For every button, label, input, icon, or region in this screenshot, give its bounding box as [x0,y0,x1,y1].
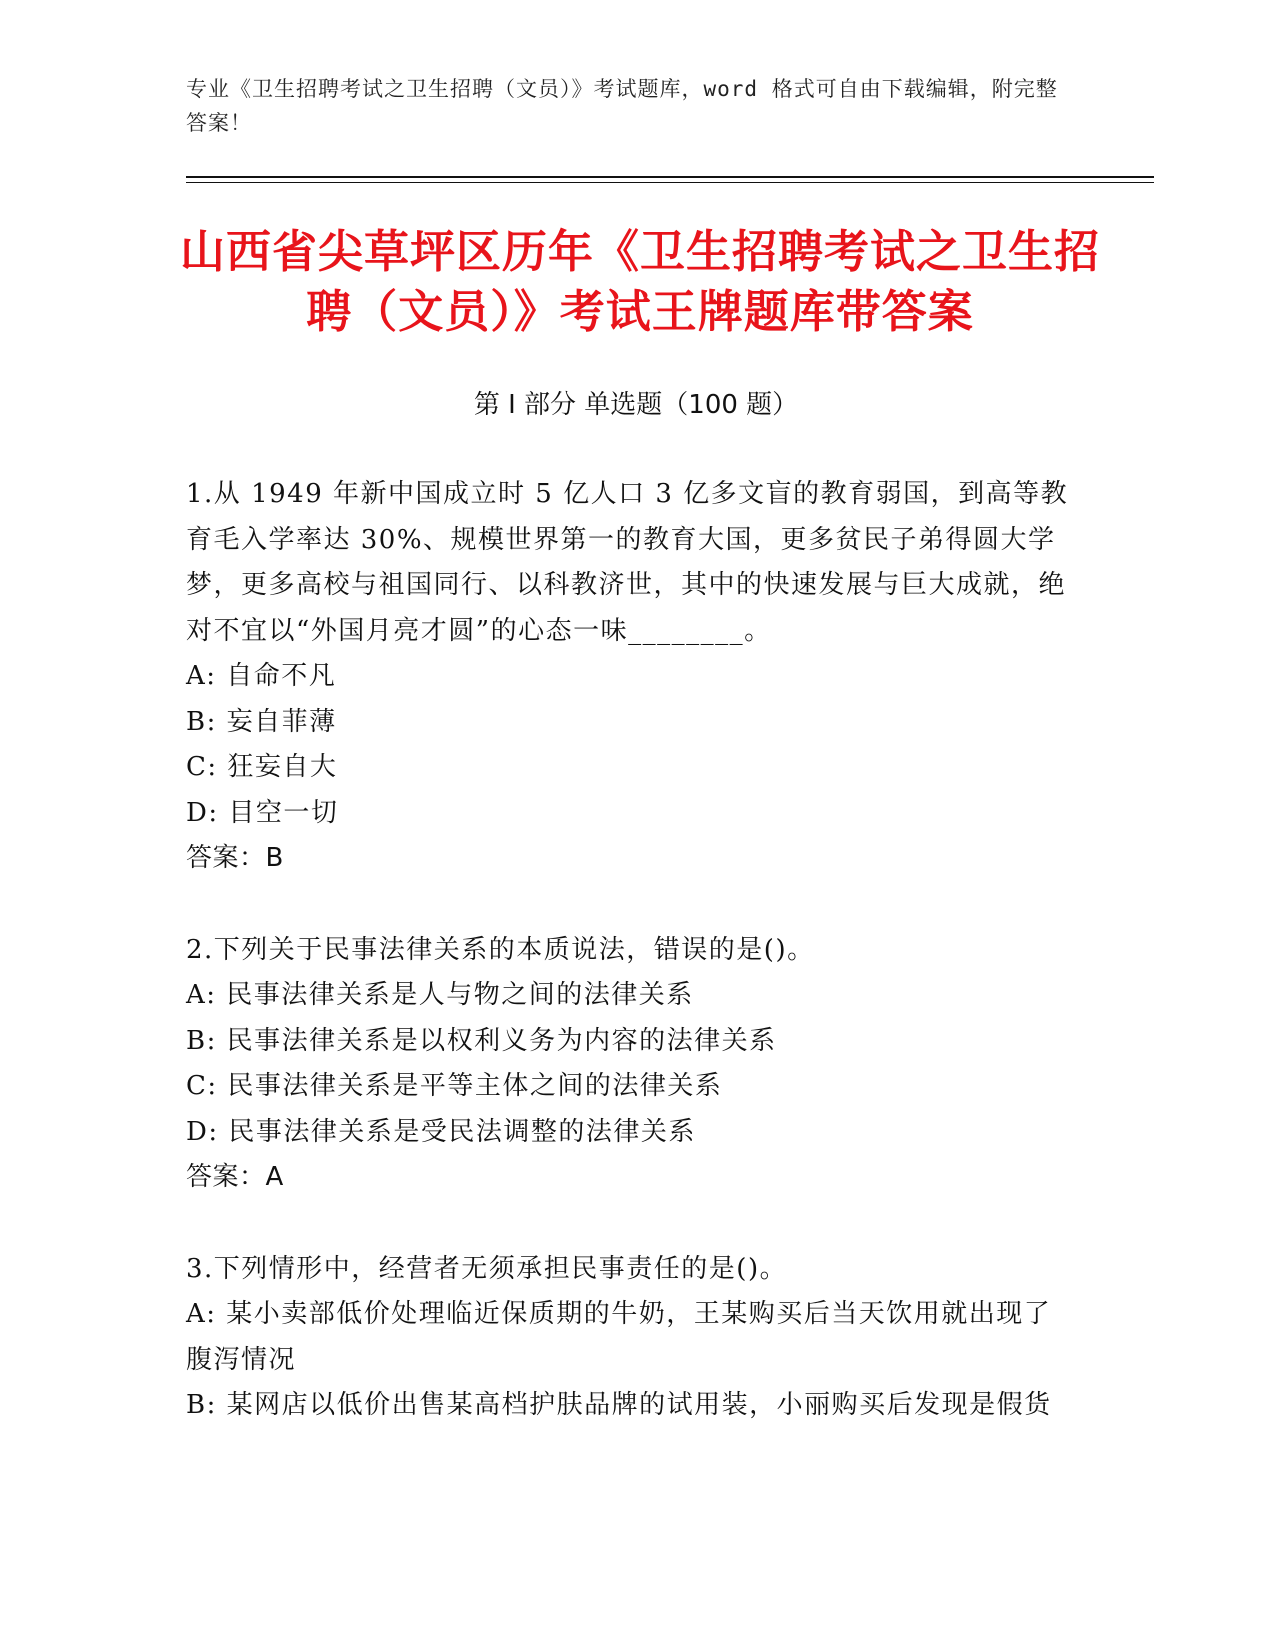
header-note: 专业《卫生招聘考试之卫生招聘（文员）》考试题库，word 格式可自由下载编辑，附完整答案！ [186,77,1058,135]
question-text: 3.下列情形中，经营者无须承担民事责任的是()。 [186,1253,788,1284]
option-c: C: 民事法律关系是平等主体之间的法律关系 [186,1071,723,1101]
header-divider-thin [186,182,1154,183]
option-a: A: 自命不凡 [186,661,337,691]
answer-label: 答案：B [186,843,284,873]
question-text: 1.从 1949 年新中国成立时 5 亿人口 3 亿多文盲的教育弱国，到高等教育毛入学率达 30%、规模世界第一的教育大国，更多贫民子弟得圆大学梦，更多高校与祖国同行、以科教济世，其中的快速发展与巨大成就，绝对不宜以“外国月亮才圆”的心态一味________。 [186,479,1069,646]
document-title: 山西省尖草坪区历年《卫生招聘考试之卫生招聘（文员）》考试王牌题库带答案 [180,225,1101,338]
header-divider [186,176,1154,178]
question-1 [186,472,1076,882]
option-b: B: 妄自菲薄 [186,706,337,737]
question-list [186,472,1076,1475]
section-title: 第 I 部分 单选题（100 题） [473,390,799,420]
option-a: A: 某小卖部低价处理临近保质期的牛奶，王某购买后当天饮用就出现了腹泻情况 [186,1299,1052,1375]
option-b: B: 民事法律关系是以权利义务为内容的法律关系 [186,1025,777,1056]
option-b: B: 某网店以低价出售某高档护肤品牌的试用装，小丽购买后发现是假货 [186,1390,1052,1420]
question-text: 2.下列关于民事法律关系的本质说法，错误的是()。 [186,934,815,965]
question-2 [186,928,1076,1201]
question-3 [186,1247,1076,1429]
answer-label: 答案：A [186,1162,284,1192]
option-c: C: 狂妄自大 [186,752,338,782]
option-d: D: 目空一切 [186,797,339,828]
option-a: A: 民事法律关系是人与物之间的法律关系 [186,980,694,1010]
option-d: D: 民事法律关系是受民法调整的法律关系 [186,1116,696,1147]
